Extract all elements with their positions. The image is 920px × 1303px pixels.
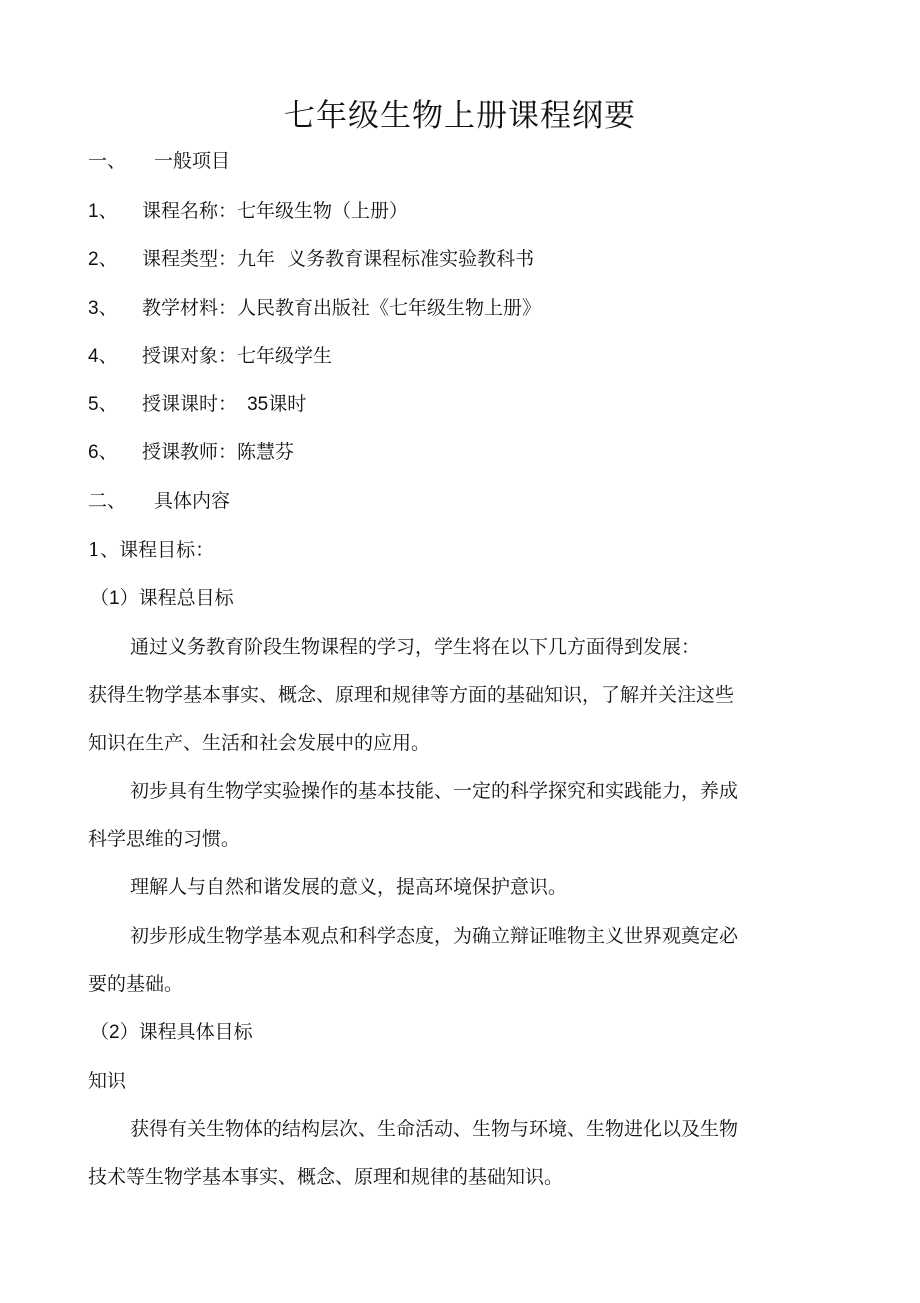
list-item-text: 教学材料：人民教育出版社《七年级生物上册》	[142, 297, 542, 319]
specific-goal-number: （2）	[90, 1022, 139, 1043]
paragraph: 理解人与自然和谐发展的意义，提高环境保护意识。	[130, 876, 568, 898]
paragraph: 通过义务教育阶段生物课程的学习，学生将在以下几方面得到发展：	[130, 636, 701, 658]
section-2-number: 二、	[88, 491, 127, 512]
list-item	[88, 294, 541, 323]
section-1-heading	[88, 147, 230, 176]
specific-goal-title: 课程具体目标	[138, 1021, 253, 1043]
list-item-number: 3、	[88, 298, 118, 319]
list-item-number: 1、	[88, 201, 118, 222]
paragraph: 初步具有生物学实验操作的基本技能、一定的科学探究和实践能力，养成	[130, 780, 739, 802]
document-title: 七年级生物上册课程纲要	[284, 98, 636, 134]
list-item	[88, 197, 408, 226]
overall-goal-number: （1）	[90, 588, 139, 609]
list-item-text: 授课课时：	[142, 393, 238, 415]
paragraph: 初步形成生物学基本观点和科学态度，为确立辩证唯物主义世界观奠定必	[130, 925, 739, 947]
section-2-heading	[88, 487, 230, 516]
specific-goal-heading	[90, 1018, 253, 1047]
paragraph: 获得生物学基本事实、概念、原理和规律等方面的基础知识，了解并关注这些	[88, 684, 735, 706]
list-item-number: 6、	[88, 442, 118, 463]
overall-goal-heading	[90, 584, 234, 613]
list-item	[88, 390, 306, 419]
paragraph: 获得有关生物体的结构层次、生命活动、生物与环境、生物进化以及生物	[130, 1118, 739, 1140]
list-item-number: 4、	[88, 346, 118, 367]
list-item-text: 授课对象：七年级学生	[142, 345, 333, 367]
list-item-number: 2、	[88, 249, 118, 270]
section-2-title: 具体内容	[154, 490, 231, 512]
list-item	[88, 438, 294, 467]
paragraph: 技术等生物学基本事实、概念、原理和规律的基础知识。	[88, 1166, 564, 1188]
section-1-title: 一般项目	[154, 150, 231, 172]
knowledge-heading: 知识	[88, 1070, 127, 1092]
paragraph: 知识在生产、生活和社会发展中的应用。	[88, 732, 431, 754]
list-item-text: 课程类型：九年 义务教育课程标准实验教科书	[142, 248, 535, 270]
list-item	[88, 342, 332, 371]
list-item-text: 授课教师：陈慧芬	[142, 441, 295, 463]
list-item-text: 课程名称：七年级生物（上册）	[142, 200, 409, 222]
class-hours-unit: 课时	[268, 393, 307, 415]
course-goals-heading: 1、课程目标：	[88, 539, 215, 561]
paragraph: 要的基础。	[88, 973, 184, 995]
class-hours-value: 35	[247, 394, 269, 415]
section-1-number: 一、	[88, 151, 127, 172]
overall-goal-title: 课程总目标	[138, 587, 234, 609]
paragraph: 科学思维的习惯。	[88, 828, 241, 850]
list-item-number: 5、	[88, 394, 118, 415]
list-item	[88, 245, 534, 274]
